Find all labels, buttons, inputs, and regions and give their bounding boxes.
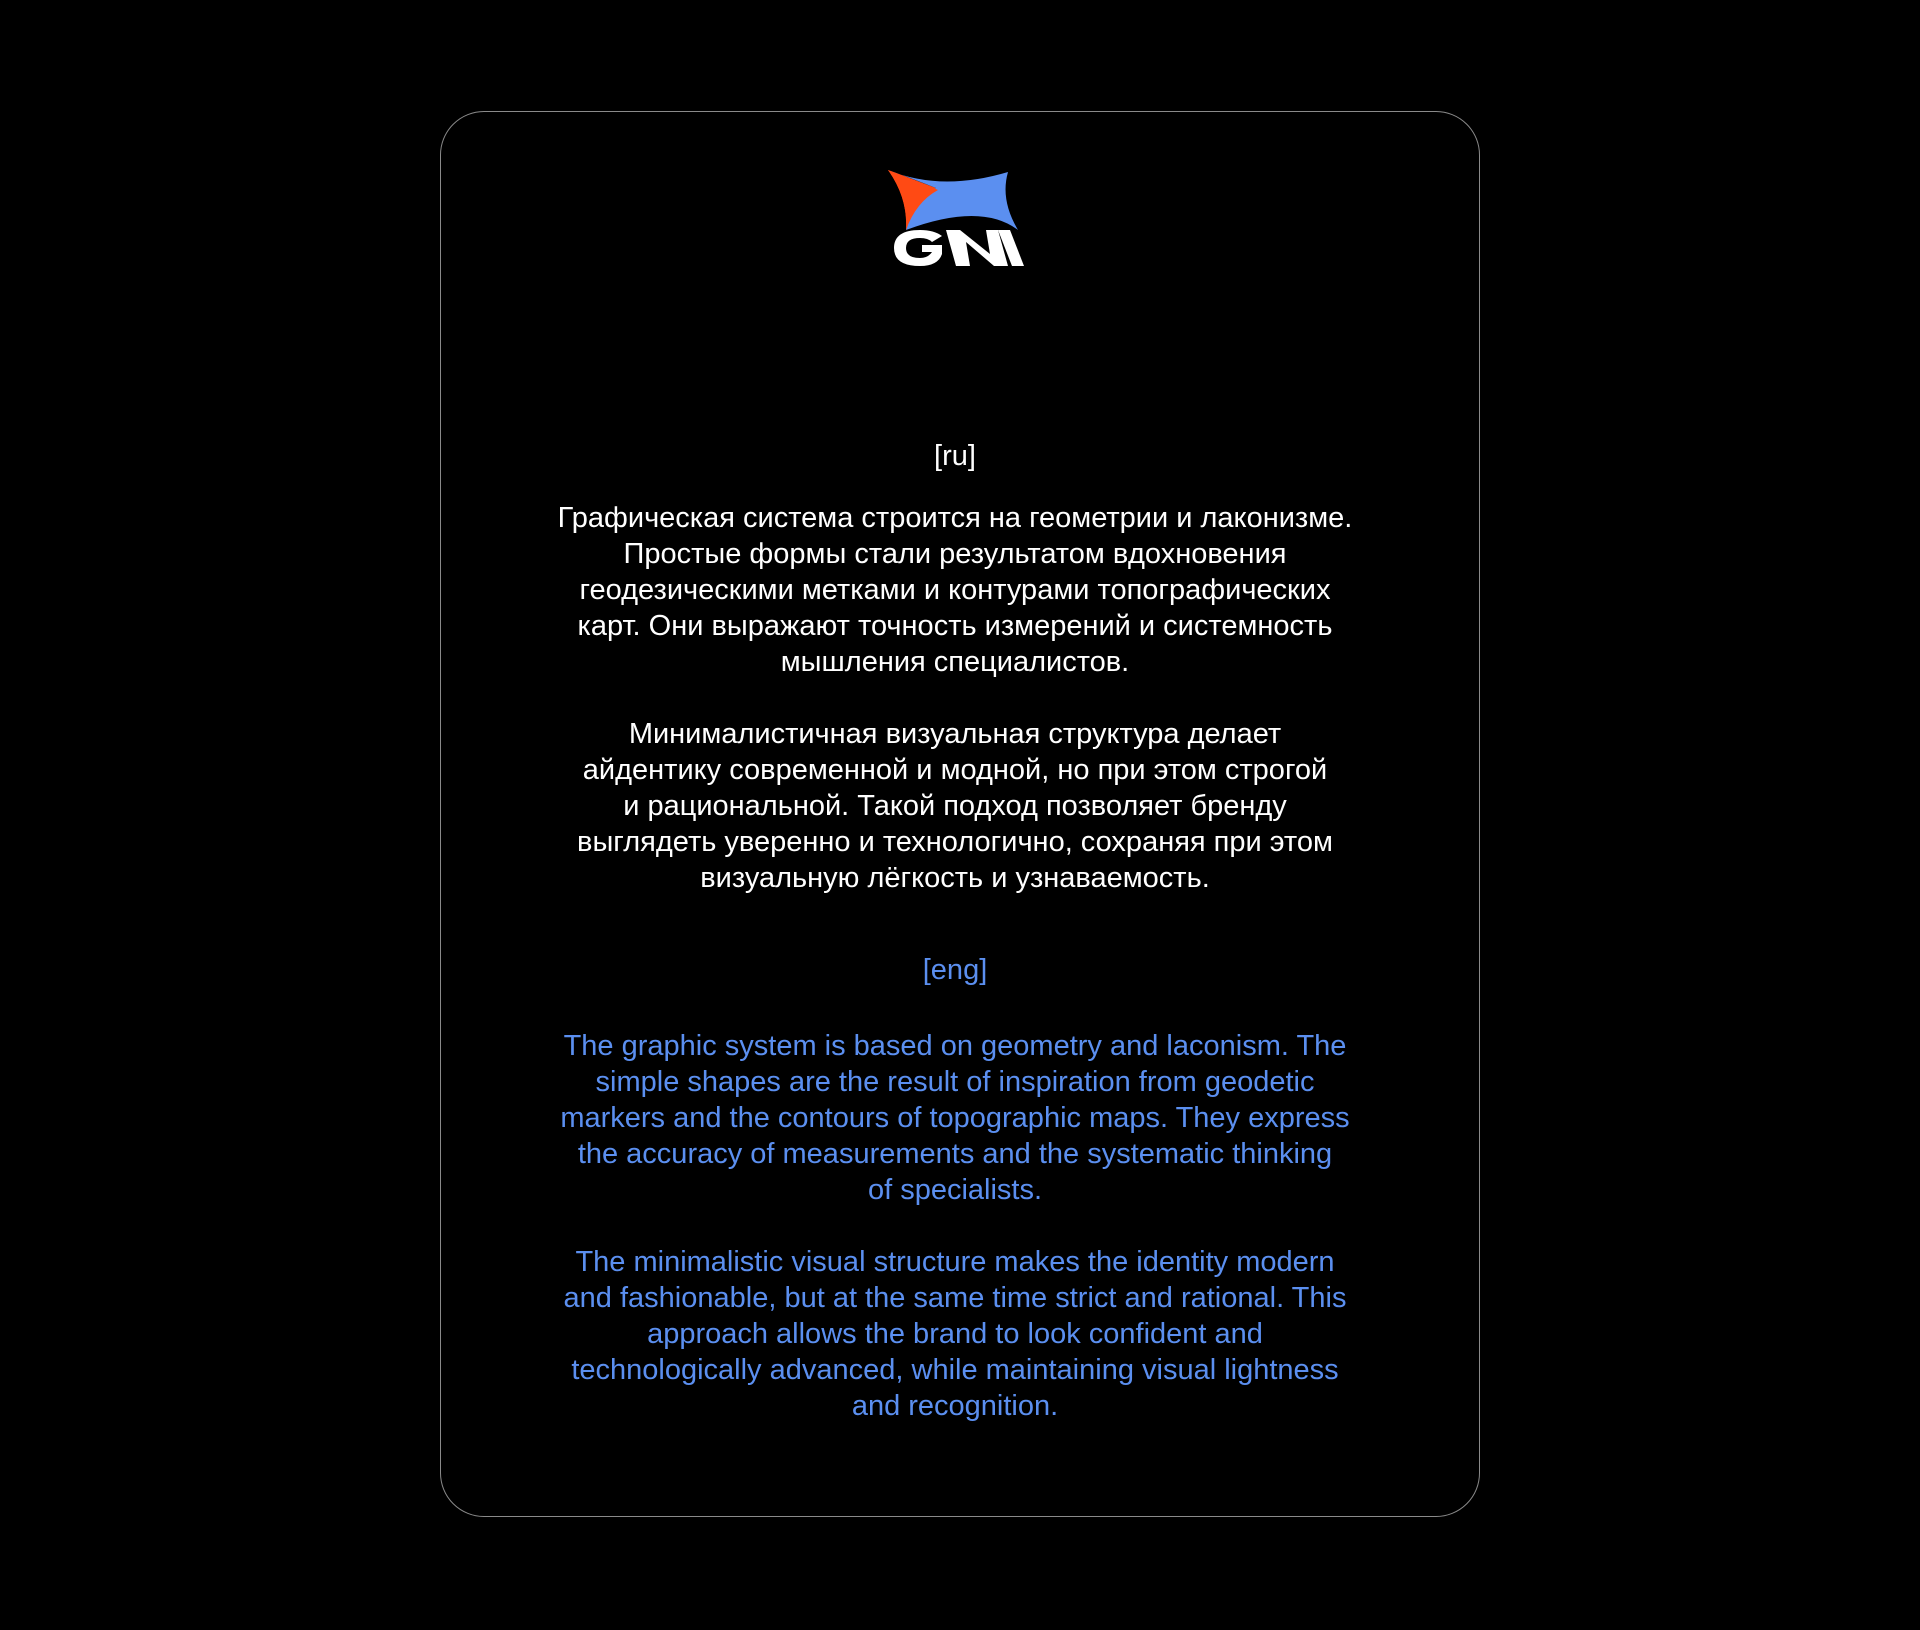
- eng-language-tag: [eng]: [922, 954, 988, 986]
- eng-p2-line: technologically advanced, while maintaining visual lightness: [571, 1354, 1339, 1386]
- eng-p1-line: the accuracy of measurements and the systematic thinking: [577, 1138, 1333, 1170]
- ru-p2-line: выглядеть уверенно и технологично, сохраняя при этом: [577, 826, 1333, 858]
- eng-p1-line: markers and the contours of topographic maps. They express: [560, 1102, 1350, 1134]
- eng-p2-line: and fashionable, but at the same time strict and rational. This: [563, 1282, 1347, 1314]
- ru-p2-line: и рациональной. Такой подход позволяет бренду: [623, 790, 1287, 822]
- logo-letter-n: [946, 230, 1008, 266]
- ru-p1-line: карт. Они выражают точность измерений и системность: [577, 610, 1333, 642]
- ru-paragraph-2: [500, 716, 1410, 896]
- ru-language-tag: [ru]: [934, 440, 976, 472]
- eng-p1-line: The graphic system is based on geometry and laconism. The: [563, 1030, 1347, 1062]
- eng-paragraph-2: [500, 1244, 1410, 1424]
- ru-p1-line: Простые формы стали результатом вдохновения: [623, 538, 1287, 570]
- ru-p2-line: визуальную лёгкость и узнаваемость.: [700, 862, 1210, 894]
- ru-p2-line: Минималистичная визуальная структура делает: [628, 718, 1282, 750]
- ru-p1-line: мышления специалистов.: [780, 646, 1130, 678]
- ru-p1-line: Графическая система строится на геометрии и лаконизме.: [557, 502, 1353, 534]
- eng-p2-line: The minimalistic visual structure makes the identity modern: [575, 1246, 1335, 1278]
- gn-logo: [886, 168, 1026, 272]
- gn-logo-icon: [886, 168, 1026, 272]
- eng-p2-line: approach allows the brand to look confident and: [647, 1318, 1263, 1350]
- ru-p1-line: геодезическими метками и контурами топографических: [579, 574, 1331, 606]
- eng-p1-line: of specialists.: [867, 1174, 1043, 1206]
- eng-paragraph-1: [500, 1028, 1410, 1208]
- eng-p1-line: simple shapes are the result of inspiration from geodetic: [595, 1066, 1315, 1098]
- eng-p2-line: and recognition.: [851, 1390, 1059, 1422]
- ru-p2-line: айдентику современной и модной, но при этом строгой: [582, 754, 1328, 786]
- logo-letter-g: [894, 230, 942, 266]
- ru-paragraph-1: [500, 500, 1410, 680]
